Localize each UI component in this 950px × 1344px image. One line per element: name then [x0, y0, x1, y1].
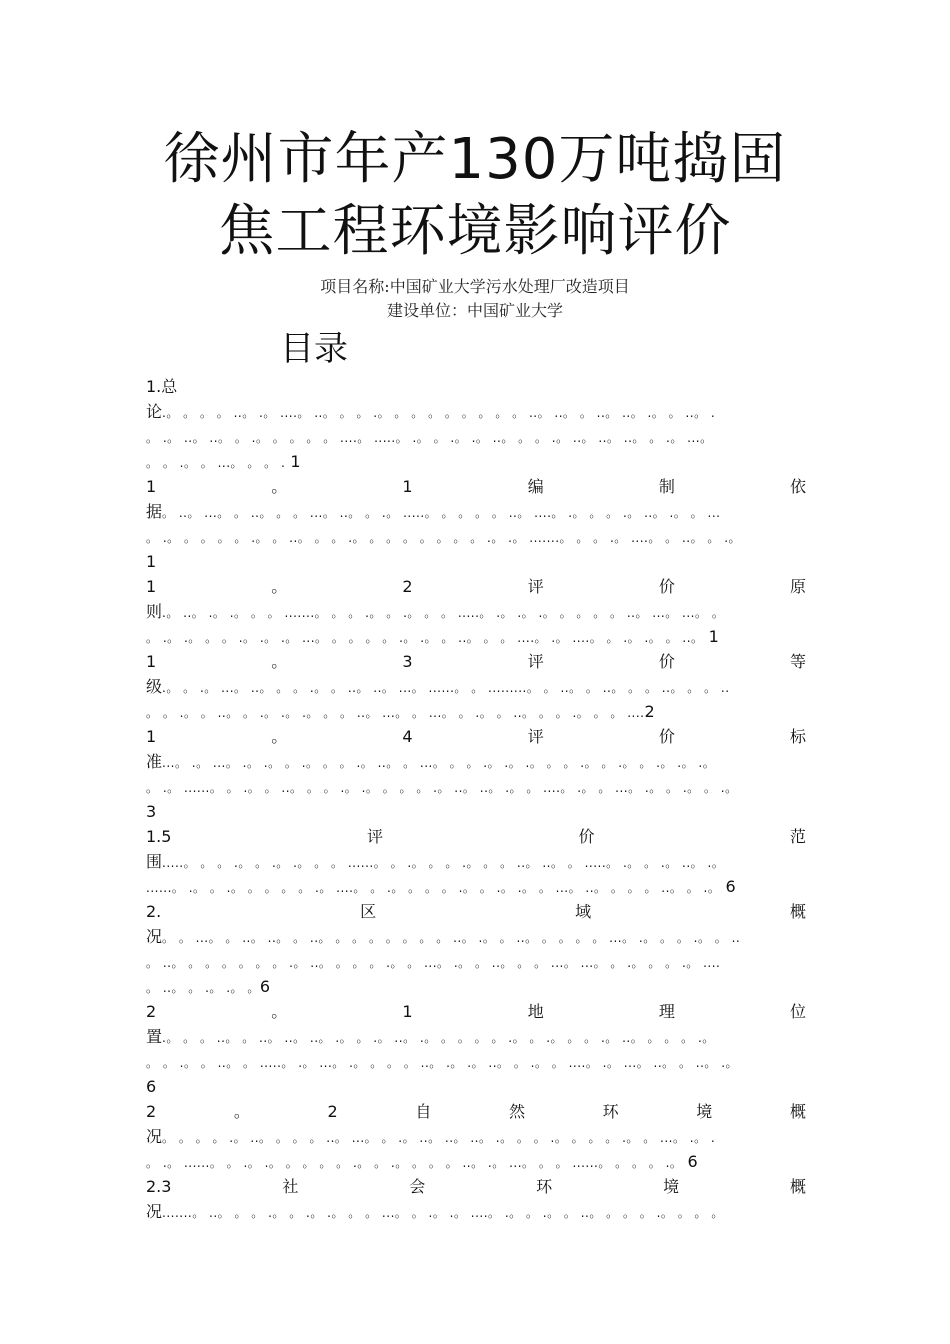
- toc-leader-line: [146, 424, 806, 449]
- toc-leader: ......。 .。 。 .。 。 。 。 。 .。 ....。 。 .。 。 。 。 .。 。 .。 .。 。 ...。 ..。 。 。 。 ..。 。 .。: [146, 881, 721, 895]
- toc-word: 4: [402, 727, 413, 746]
- toc-leader: 。 。 .。 。 ..。 。 .....。 .。 ...。 .。 。 。 。 ..。 .。 .。 ..。 。 .。 。 ....。 .。 ...。 ..。 。 ..。 .。: [146, 1056, 739, 1070]
- toc-leader: .......。 ..。 。 。 .。 。 .。 .。 。 。 ...。 。 .。 .。 ....。 .。 。 .。 。 ..。 。 。 。 .。 。 。 。: [162, 1206, 724, 1220]
- toc-entry-text: 论: [146, 402, 163, 421]
- toc-leader-line: [146, 524, 806, 549]
- toc-leader-line: [146, 1049, 806, 1074]
- toc-page-number: 2: [644, 702, 655, 721]
- toc-word: 原: [789, 577, 806, 596]
- toc-word: 社: [282, 1177, 299, 1196]
- toc-leader: 。 ..。 ...。 。 ..。 。 。 ...。 ..。 。 .。 .....。 。 。 。 。 ..。 ....。 .。 。 。 .。 ..。 .。 。 ...: [162, 506, 721, 520]
- toc-word: 标: [789, 727, 806, 746]
- toc-word: 。: [271, 727, 288, 746]
- toc-leader: .。 。 。 ..。 。 ..。 ..。 ..。 .。 。 .。 ..。 .。 。 。 。 。 .。 。 .。 。 。 .。 ..。 。 。 。 .。: [162, 1031, 715, 1045]
- toc-heading: 目录: [280, 329, 348, 369]
- toc-word: 会: [409, 1177, 426, 1196]
- toc-word: 概: [789, 902, 806, 921]
- toc-entry-line[interactable]: [146, 1024, 806, 1049]
- toc-page-number: 3: [146, 802, 157, 821]
- toc-entry-heading[interactable]: [146, 649, 806, 674]
- toc-word: 依: [789, 477, 806, 496]
- toc-page-number: 1: [290, 452, 301, 471]
- toc-entry-heading[interactable]: [146, 824, 806, 849]
- toc-entry-line[interactable]: [146, 674, 806, 699]
- toc-word: 1: [146, 652, 157, 671]
- toc-word: 制: [658, 477, 675, 496]
- toc-entry-text: 况: [146, 1202, 163, 1221]
- toc-word: 1: [402, 1002, 413, 1021]
- toc-word: 价: [658, 727, 675, 746]
- toc-entry-heading[interactable]: [146, 724, 806, 749]
- toc-entry-line[interactable]: [146, 599, 806, 624]
- toc-word: 境: [663, 1177, 680, 1196]
- toc-leader: 。 。 。 。 .。 ..。 。 。 。 ..。 ...。 。 .。 ..。 ..。 ..。 .。 。 。 .。 。 。 。 .。 。 ...。 .。 .: [162, 1131, 716, 1145]
- toc-page-number: 6: [259, 977, 271, 996]
- toc-word: 1.5: [146, 827, 172, 846]
- toc-entry-line[interactable]: [146, 499, 806, 524]
- toc-entry-heading[interactable]: [146, 1099, 806, 1124]
- toc-leader: 。 .。 ..。 ..。 。 .。 。 。 。 。 ....。 .....。 .。 。 .。 .。 ..。 。 。 .。 ..。 ..。 ..。 。 .。 ...。: [146, 431, 713, 445]
- toc-word: 概: [789, 1177, 806, 1196]
- table-of-contents: [146, 374, 806, 1224]
- toc-word: 1: [402, 477, 413, 496]
- toc-word: 环: [536, 1177, 553, 1196]
- toc-leader-line: [146, 1149, 806, 1174]
- toc-word: 1: [146, 727, 157, 746]
- toc-word: 等: [789, 652, 806, 671]
- toc-leader-line: [146, 624, 806, 649]
- toc-word: 评: [366, 827, 383, 846]
- toc-word: 评: [527, 577, 544, 596]
- toc-word: 价: [658, 577, 675, 596]
- toc-entry-heading[interactable]: [146, 999, 806, 1024]
- toc-entry-heading[interactable]: [146, 1174, 806, 1199]
- toc-entry-text: 准: [146, 752, 163, 771]
- toc-entry-text: 况: [146, 927, 163, 946]
- toc-word: 域: [575, 902, 592, 921]
- toc-word: 2.: [146, 902, 162, 921]
- toc-word: 2: [402, 577, 413, 596]
- toc-leader-line: [146, 774, 806, 799]
- toc-word: 环: [602, 1102, 619, 1121]
- toc-leader: ...。 .。 ...。 .。 .。 。 .。 。 。 .。 ..。 。 ...。 。 。 .。 .。 .。 。 。 .。 。 .。 。 .。 .。 .。: [162, 756, 716, 770]
- toc-leader: .。 ..。 .。 .。 。 。 .......。 。 。 .。 。 .。 。 。 .....。 .。 .。 .。 。 。 。 。 ..。 ...。 ...。 。: [162, 606, 725, 620]
- toc-word: 境: [696, 1102, 713, 1121]
- toc-leader-line: [146, 449, 806, 474]
- toc-word: 理: [658, 1002, 675, 1021]
- toc-leader: 。 .。 ......。 。 .。 .。 。 。 。 。 .。 。 .。 。 。 。 ..。 .。 ...。 。 。 ......。 。 。 。 .。: [146, 1156, 683, 1170]
- toc-entry-heading[interactable]: [146, 899, 806, 924]
- toc-leader-line: [146, 974, 806, 999]
- toc-entry-text: 置: [146, 1027, 163, 1046]
- toc-entry-text: 级: [146, 677, 163, 696]
- toc-word: 1: [146, 477, 157, 496]
- toc-entry-text: 则: [146, 602, 163, 621]
- toc-word: 编: [527, 477, 544, 496]
- project-name: 项目名称:中国矿业大学污水处理厂改造项目: [320, 277, 630, 296]
- toc-word: 评: [527, 652, 544, 671]
- toc-leader: 。 ..。 。 .。 .。 。: [146, 981, 260, 995]
- toc-word: 。: [271, 1002, 288, 1021]
- toc-leader-line: [146, 699, 806, 724]
- toc-leader: 。 .。 ......。 。 .。 。 ..。 。 。 .。 .。 。 。 。 .。 ..。 ..。 .。 。 ....。 .。 。 ...。 .。 。 .。 。 .。: [146, 781, 738, 795]
- toc-page-number: 1: [146, 552, 157, 571]
- toc-entry-text: 据: [146, 502, 163, 521]
- toc-leader-line: [146, 874, 806, 899]
- toc-leader: .....。 。 。 .。 。 .。 .。 。 。 ......。 。 .。 。 。 .。 。 。 ..。 ..。 。 .....。 .。 。 .。 ..。 .。: [162, 856, 725, 870]
- toc-leader: .。 。 .。 ...。 ..。 。 。 .。 。 ..。 ..。 ...。 ......。 。 .........。 。 ..。 。 ..。 。 。 ..。 。 。 ..: [162, 681, 730, 695]
- toc-leader: .。 。 。 。 ..。 .。 ....。 ..。 。 。 .。 。 。 。 。 。 。 。 。 ..。 ..。 。 ..。 ..。 .。 。 ..。 .: [162, 406, 716, 420]
- toc-page-number: 6: [687, 1152, 698, 1171]
- toc-word: 。: [271, 652, 288, 671]
- toc-word: 2: [146, 1102, 157, 1121]
- toc-word: 。: [271, 477, 288, 496]
- toc-word: 2.3: [146, 1177, 172, 1196]
- document-title-line-2: 焦工程环境影响评价: [218, 199, 732, 264]
- toc-entry-line[interactable]: [146, 1199, 806, 1224]
- toc-leader: 。 。 .。 。 ..。 。 .。 .。 .。 。 。 ..。 ...。 。 ...。 。 .。 。 ..。 。 。 .。 。 。 ....: [146, 706, 645, 720]
- toc-page-number: 1: [708, 627, 719, 646]
- toc-leader-line: [146, 949, 806, 974]
- toc-entry-label[interactable]: 1.总: [146, 377, 178, 396]
- toc-word: 区: [360, 902, 377, 921]
- toc-word: 自: [415, 1102, 432, 1121]
- builder: 建设单位：中国矿业大学: [386, 301, 563, 320]
- toc-entry-heading[interactable]: [146, 574, 806, 599]
- toc-word: 位: [789, 1002, 806, 1021]
- toc-word: 价: [578, 827, 595, 846]
- toc-leader: 。 .。 .。 。 。 .。 .。 .。 ...。 。 。 。 。 .。 .。 。 ..。 。 。 ....。 .。 ....。 。 .。 .。 。 ..。: [146, 631, 704, 645]
- document-title-line-1: 徐州市年产130万吨捣固: [163, 127, 787, 192]
- toc-word: 概: [789, 1102, 806, 1121]
- toc-leader: 。 ..。 。 。 。 。 。 。 .。 ..。 。 。 。 .。 。 ...。 .。 。 ..。 。 。 ...。 ...。 。 .。 。 。 .。 ....: [146, 956, 721, 970]
- toc-word: 3: [402, 652, 413, 671]
- toc-word: 范: [789, 827, 806, 846]
- toc-entry-line[interactable]: [146, 1124, 806, 1149]
- toc-entry-heading[interactable]: [146, 474, 806, 499]
- toc-entry-text: 围: [146, 852, 163, 871]
- toc-entry-line[interactable]: [146, 849, 806, 874]
- toc-word: 地: [527, 1002, 544, 1021]
- toc-word: 2: [327, 1102, 338, 1121]
- toc-word: 。: [233, 1102, 250, 1121]
- toc-page-number: 6: [146, 1077, 157, 1096]
- toc-entry-text: 况: [146, 1127, 163, 1146]
- toc-page-number: 6: [725, 877, 736, 896]
- toc-word: 评: [527, 727, 544, 746]
- toc-leader: 。 .。 。 。 。 。 .。 。 ..。 。 。 .。 。 。 。 。 。 。 。 .。 .。 .......。 。 。 .。 ....。 。 ..。 。 .。: [146, 531, 742, 545]
- toc-word: 2: [146, 1002, 157, 1021]
- toc-entry-line[interactable]: [146, 749, 806, 774]
- toc-word: 。: [271, 577, 288, 596]
- toc-leader: 。 。 ...。 。 ..。 ..。 。 ..。 。 。 。 。 。 。 。 ..。 .。 。 ..。 。 。 。 。 ...。 .。 。 。 .。 。 ..: [162, 931, 741, 945]
- toc-word: 价: [658, 652, 675, 671]
- toc-leader: 。 。 .。 。 ...。 。 。 .: [146, 456, 286, 470]
- toc-word: 1: [146, 577, 157, 596]
- toc-entry-line[interactable]: [146, 924, 806, 949]
- toc-word: 然: [508, 1102, 525, 1121]
- toc-entry-line[interactable]: [146, 399, 806, 424]
